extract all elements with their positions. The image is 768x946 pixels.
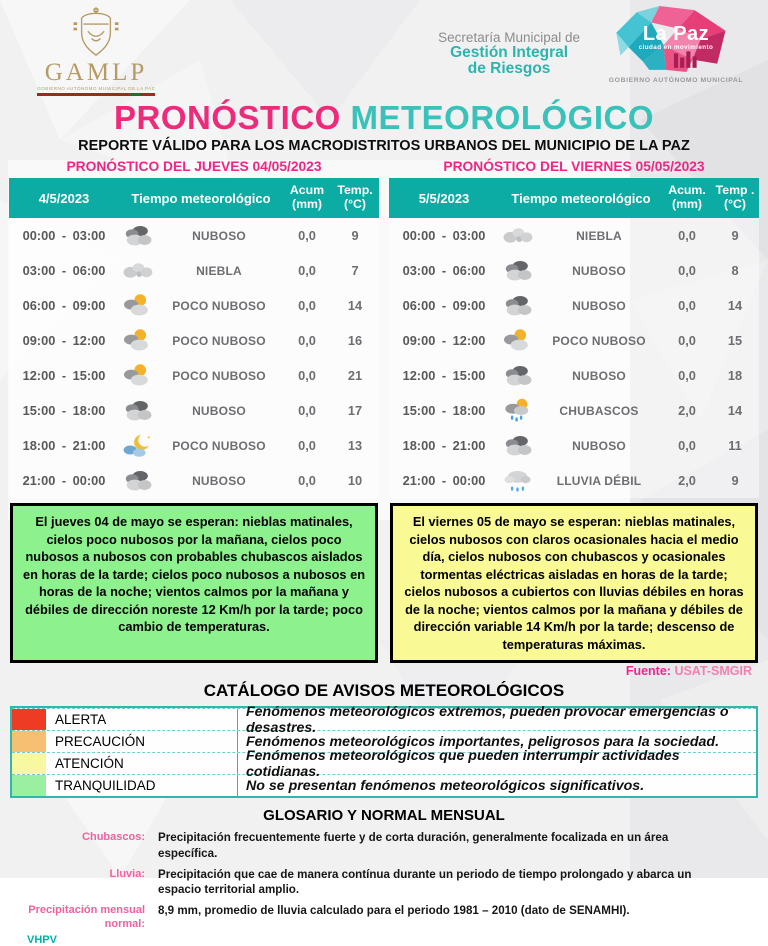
temp-value: 13 xyxy=(347,438,363,453)
page-title xyxy=(0,99,768,137)
glossary-title: GLOSARIO Y NORMAL MENSUAL xyxy=(263,807,505,825)
condition-label: CHUBASCOS xyxy=(559,403,639,418)
forecast-tables xyxy=(0,154,768,498)
forecast-row xyxy=(389,218,759,253)
time-range: 12:00 - 15:00 xyxy=(22,368,106,383)
time-range: 06:00 - 09:00 xyxy=(22,298,106,313)
condition-label: LLUVIA DÉBIL xyxy=(556,473,642,488)
glossary-entry xyxy=(0,901,768,932)
catalog-row xyxy=(12,774,756,796)
source-line xyxy=(0,664,768,678)
condition-label: NIEBLA xyxy=(576,228,622,243)
weather-icon xyxy=(499,467,535,494)
time-range: 03:00 - 06:00 xyxy=(402,263,486,278)
source-label: Fuente: xyxy=(625,664,671,679)
weather-icon xyxy=(499,362,535,389)
temp-value: 15 xyxy=(727,333,743,348)
forecast-table-friday xyxy=(389,157,759,498)
time-range: 21:00 - 00:00 xyxy=(402,473,486,488)
weather-icon xyxy=(499,222,535,249)
weather-icon xyxy=(119,432,155,459)
condition-label: NIEBLA xyxy=(196,263,242,278)
summary-boxes xyxy=(0,498,768,663)
time-range: 21:00 - 00:00 xyxy=(22,473,106,488)
forecast-row xyxy=(9,253,379,288)
time-range: 12:00 - 15:00 xyxy=(402,368,486,383)
glossary-definition: Precipitación frecuentemente fuerte y de corta duración, generalmente focalizada en un área específica. xyxy=(158,831,669,860)
secretaria-block xyxy=(438,30,580,78)
temp-value: 17 xyxy=(347,403,363,418)
forecast-row xyxy=(389,358,759,393)
condition-label: POCO NUBOSO xyxy=(172,333,266,348)
alert-description: Fenómenos meteorológicos que pueden interrumpir actividades cotidianas. xyxy=(246,747,680,780)
lapaz-logo xyxy=(613,6,739,74)
col-header-temp xyxy=(711,184,759,212)
forecast-header-friday xyxy=(389,178,759,218)
col-header-acum-label: Acum. xyxy=(668,183,706,198)
temp-value: 7 xyxy=(351,263,359,278)
alert-color-swatch xyxy=(12,709,46,730)
condition-label: POCO NUBOSO xyxy=(172,368,266,383)
header xyxy=(0,0,768,102)
alert-description: No se presentan fenómenos meteorológicos significativos. xyxy=(246,777,645,794)
acum-value: 0,0 xyxy=(678,298,696,313)
glossary-definition: Precipitación que cae de manera contínua durante un periodo de tiempo prolongado y abarca un espacio territorial amplio. xyxy=(158,867,692,897)
gamlp-crest-icon xyxy=(69,6,123,62)
alert-color-swatch xyxy=(12,775,46,796)
gamlp-logo xyxy=(16,6,176,96)
temp-value: 14 xyxy=(347,298,363,313)
weather-icon xyxy=(499,292,535,319)
alert-color-swatch xyxy=(12,731,46,752)
weather-icon xyxy=(499,257,535,284)
forecast-row xyxy=(9,428,379,463)
acum-value: 0,0 xyxy=(298,473,316,488)
temp-value: 14 xyxy=(727,298,743,313)
col-header-date: 4/5/2023 xyxy=(38,190,90,206)
condition-label: NUBOSO xyxy=(572,438,626,453)
temp-value: 9 xyxy=(351,228,359,243)
condition-label: POCO NUBOSO xyxy=(552,333,646,348)
forecast-row xyxy=(9,393,379,428)
col-header-acum-label: Acum xyxy=(289,183,325,198)
lapaz-name: La Paz xyxy=(642,23,710,45)
time-range: 06:00 - 09:00 xyxy=(402,298,486,313)
time-range: 00:00 - 03:00 xyxy=(402,228,486,243)
col-header-acum xyxy=(283,184,331,212)
temp-value: 14 xyxy=(727,403,743,418)
time-range: 09:00 - 12:00 xyxy=(22,333,106,348)
temp-value: 10 xyxy=(347,473,363,488)
acum-value: 2,0 xyxy=(678,473,696,488)
glossary-term: Precipitación mensual normal: xyxy=(28,903,145,931)
catalog-row xyxy=(12,703,756,736)
lapaz-logo-block xyxy=(600,6,752,84)
temp-value: 9 xyxy=(731,228,739,243)
time-range: 18:00 - 21:00 xyxy=(22,438,106,453)
condition-label: NUBOSO xyxy=(192,403,246,418)
alert-level-label: ALERTA xyxy=(46,709,238,730)
forecast-row xyxy=(389,323,759,358)
temp-value: 8 xyxy=(731,263,739,278)
forecast-row xyxy=(389,253,759,288)
alert-level-label: PRECAUCIÓN xyxy=(46,731,238,752)
gamlp-ribbon xyxy=(37,93,155,96)
forecast-row xyxy=(389,393,759,428)
catalog-title: CATÁLOGO DE AVISOS METEOROLÓGICOS xyxy=(203,681,565,701)
forecast-row xyxy=(9,463,379,498)
time-range: 15:00 - 18:00 xyxy=(402,403,486,418)
time-range: 09:00 - 12:00 xyxy=(402,333,486,348)
weather-icon xyxy=(119,327,155,354)
catalog-table xyxy=(10,703,758,798)
acum-value: 0,0 xyxy=(298,333,316,348)
catalog-row xyxy=(12,747,756,780)
condition-label: NUBOSO xyxy=(572,298,626,313)
forecast-title-thursday: PRONÓSTICO DEL JUEVES 04/05/2023 xyxy=(66,159,322,174)
lapaz-caption: GOBIERNO AUTÓNOMO MUNICIPAL xyxy=(608,77,744,84)
col-header-date: 5/5/2023 xyxy=(418,190,470,206)
acum-value: 0,0 xyxy=(298,263,316,278)
acum-value: 0,0 xyxy=(678,263,696,278)
weather-icon xyxy=(119,467,155,494)
col-header-temp-unit: (°C) xyxy=(344,197,366,211)
forecast-rows-friday xyxy=(389,218,759,498)
forecast-row xyxy=(9,288,379,323)
weather-icon xyxy=(119,222,155,249)
page-subtitle: REPORTE VÁLIDO PARA LOS MACRODISTRITOS URBANOS DEL MUNICIPIO DE LA PAZ xyxy=(78,138,690,154)
col-header-acum-unit: (mm) xyxy=(671,197,703,211)
gamlp-caption: GOBIERNO AUTÓNOMO MUNICIPAL DE LA PAZ xyxy=(37,86,155,91)
source-value: USAT-SMGIR xyxy=(670,664,752,679)
weather-icon xyxy=(499,432,535,459)
col-header-tiempo: Tiempo meteorológico xyxy=(131,190,271,206)
alert-description: Fenómenos meteorológicos importantes, peligrosos para la sociedad. xyxy=(246,733,720,750)
col-header-acum-unit: (mm) xyxy=(291,197,323,211)
acum-value: 0,0 xyxy=(298,368,316,383)
condition-label: POCO NUBOSO xyxy=(172,438,266,453)
page-title-part2: METEOROLÓGICO xyxy=(340,99,655,136)
alert-color-swatch xyxy=(12,753,46,774)
alert-level-label: TRANQUILIDAD xyxy=(46,775,238,796)
alert-description: Fenómenos meteorológicos extremos, pueden provocar emergencias o desastres. xyxy=(246,703,729,736)
temp-value: 16 xyxy=(347,333,363,348)
time-range: 03:00 - 06:00 xyxy=(22,263,106,278)
condition-label: NUBOSO xyxy=(192,228,246,243)
author-initials: VHPV xyxy=(27,934,57,946)
secretaria-line1: Secretaría Municipal de xyxy=(438,30,580,45)
weather-icon xyxy=(119,292,155,319)
acum-value: 2,0 xyxy=(678,403,696,418)
condition-label: NUBOSO xyxy=(572,263,626,278)
acum-value: 0,0 xyxy=(678,438,696,453)
weather-icon xyxy=(119,362,155,389)
temp-value: 21 xyxy=(347,368,363,383)
forecast-rows-thursday xyxy=(9,218,379,498)
condition-label: POCO NUBOSO xyxy=(172,298,266,313)
forecast-header-thursday xyxy=(9,178,379,218)
condition-label: NUBOSO xyxy=(192,473,246,488)
acum-value: 0,0 xyxy=(298,438,316,453)
gamlp-acronym: GAMLP xyxy=(44,59,148,86)
acum-value: 0,0 xyxy=(678,228,696,243)
secretaria-line2: Gestión Integral xyxy=(450,44,569,61)
forecast-row xyxy=(9,218,379,253)
col-header-temp-unit: (°C) xyxy=(724,197,746,211)
acum-value: 0,0 xyxy=(298,403,316,418)
forecast-row xyxy=(389,463,759,498)
forecast-row xyxy=(389,428,759,463)
time-range: 18:00 - 21:00 xyxy=(402,438,486,453)
col-header-tiempo: Tiempo meteorológico xyxy=(511,190,651,206)
forecast-row xyxy=(9,358,379,393)
alert-level-label: ATENCIÓN xyxy=(46,753,238,774)
lapaz-tagline: ciudad en movimiento xyxy=(638,44,714,51)
forecast-row xyxy=(389,288,759,323)
col-header-temp-label: Temp . xyxy=(715,183,755,198)
page-title-part1: PRONÓSTICO xyxy=(113,99,341,136)
weather-icon xyxy=(119,257,155,284)
col-header-acum xyxy=(663,184,711,212)
glossary-entry xyxy=(0,828,768,861)
acum-value: 0,0 xyxy=(678,333,696,348)
secretaria-line3: de Riesgos xyxy=(467,60,551,78)
glossary-term: Chubascos: xyxy=(82,831,145,844)
summary-friday: El viernes 05 de mayo se esperan: nieblas matinales, cielos nubosos con claros ocasionales hacia el medio día, cielos nubosos con chubascos y ocasionales tormentas eléctricas aisladas en horas de la tarde; cielos nubosos a cubiertos con lluvias débiles en horas de la noche; vientos calmos por la mañana y débiles de dirección variable 14 Km/h por la tarde; descenso de temperaturas máximas. xyxy=(390,503,758,663)
weather-icon xyxy=(499,397,535,424)
forecast-title-friday: PRONÓSTICO DEL VIERNES 05/05/2023 xyxy=(443,159,705,174)
col-header-temp-label: Temp. xyxy=(337,183,373,198)
temp-value: 11 xyxy=(728,438,742,453)
summary-thursday: El jueves 04 de mayo se esperan: nieblas matinales, cielos poco nubosos por la mañana, cielos poco nubosos a nubosos con probables chubascos aislados en horas de la tarde; cielos poco nubosos a nubosos en horas de la noche; vientos calmos por la mañana y débiles de dirección noreste 12 Km/h por la tarde; poco cambio de temperaturas. xyxy=(10,503,378,663)
condition-label: NUBOSO xyxy=(572,368,626,383)
acum-value: 0,0 xyxy=(298,228,316,243)
forecast-table-thursday xyxy=(9,157,379,498)
weather-icon xyxy=(119,397,155,424)
glossary-term: Lluvia: xyxy=(109,867,145,880)
glossary-definition: 8,9 mm, promedio de lluvia calculado para el periodo 1981 – 2010 (dato de SENAMHI). xyxy=(158,903,630,917)
time-range: 15:00 - 18:00 xyxy=(22,403,106,418)
forecast-row xyxy=(9,323,379,358)
temp-value: 9 xyxy=(731,473,739,488)
time-range: 00:00 - 03:00 xyxy=(22,228,106,243)
acum-value: 0,0 xyxy=(678,368,696,383)
glossary-entry xyxy=(0,865,768,898)
acum-value: 0,0 xyxy=(298,298,316,313)
temp-value: 18 xyxy=(727,368,743,383)
col-header-temp xyxy=(331,184,379,212)
glossary xyxy=(0,828,768,931)
weather-icon xyxy=(499,327,535,354)
